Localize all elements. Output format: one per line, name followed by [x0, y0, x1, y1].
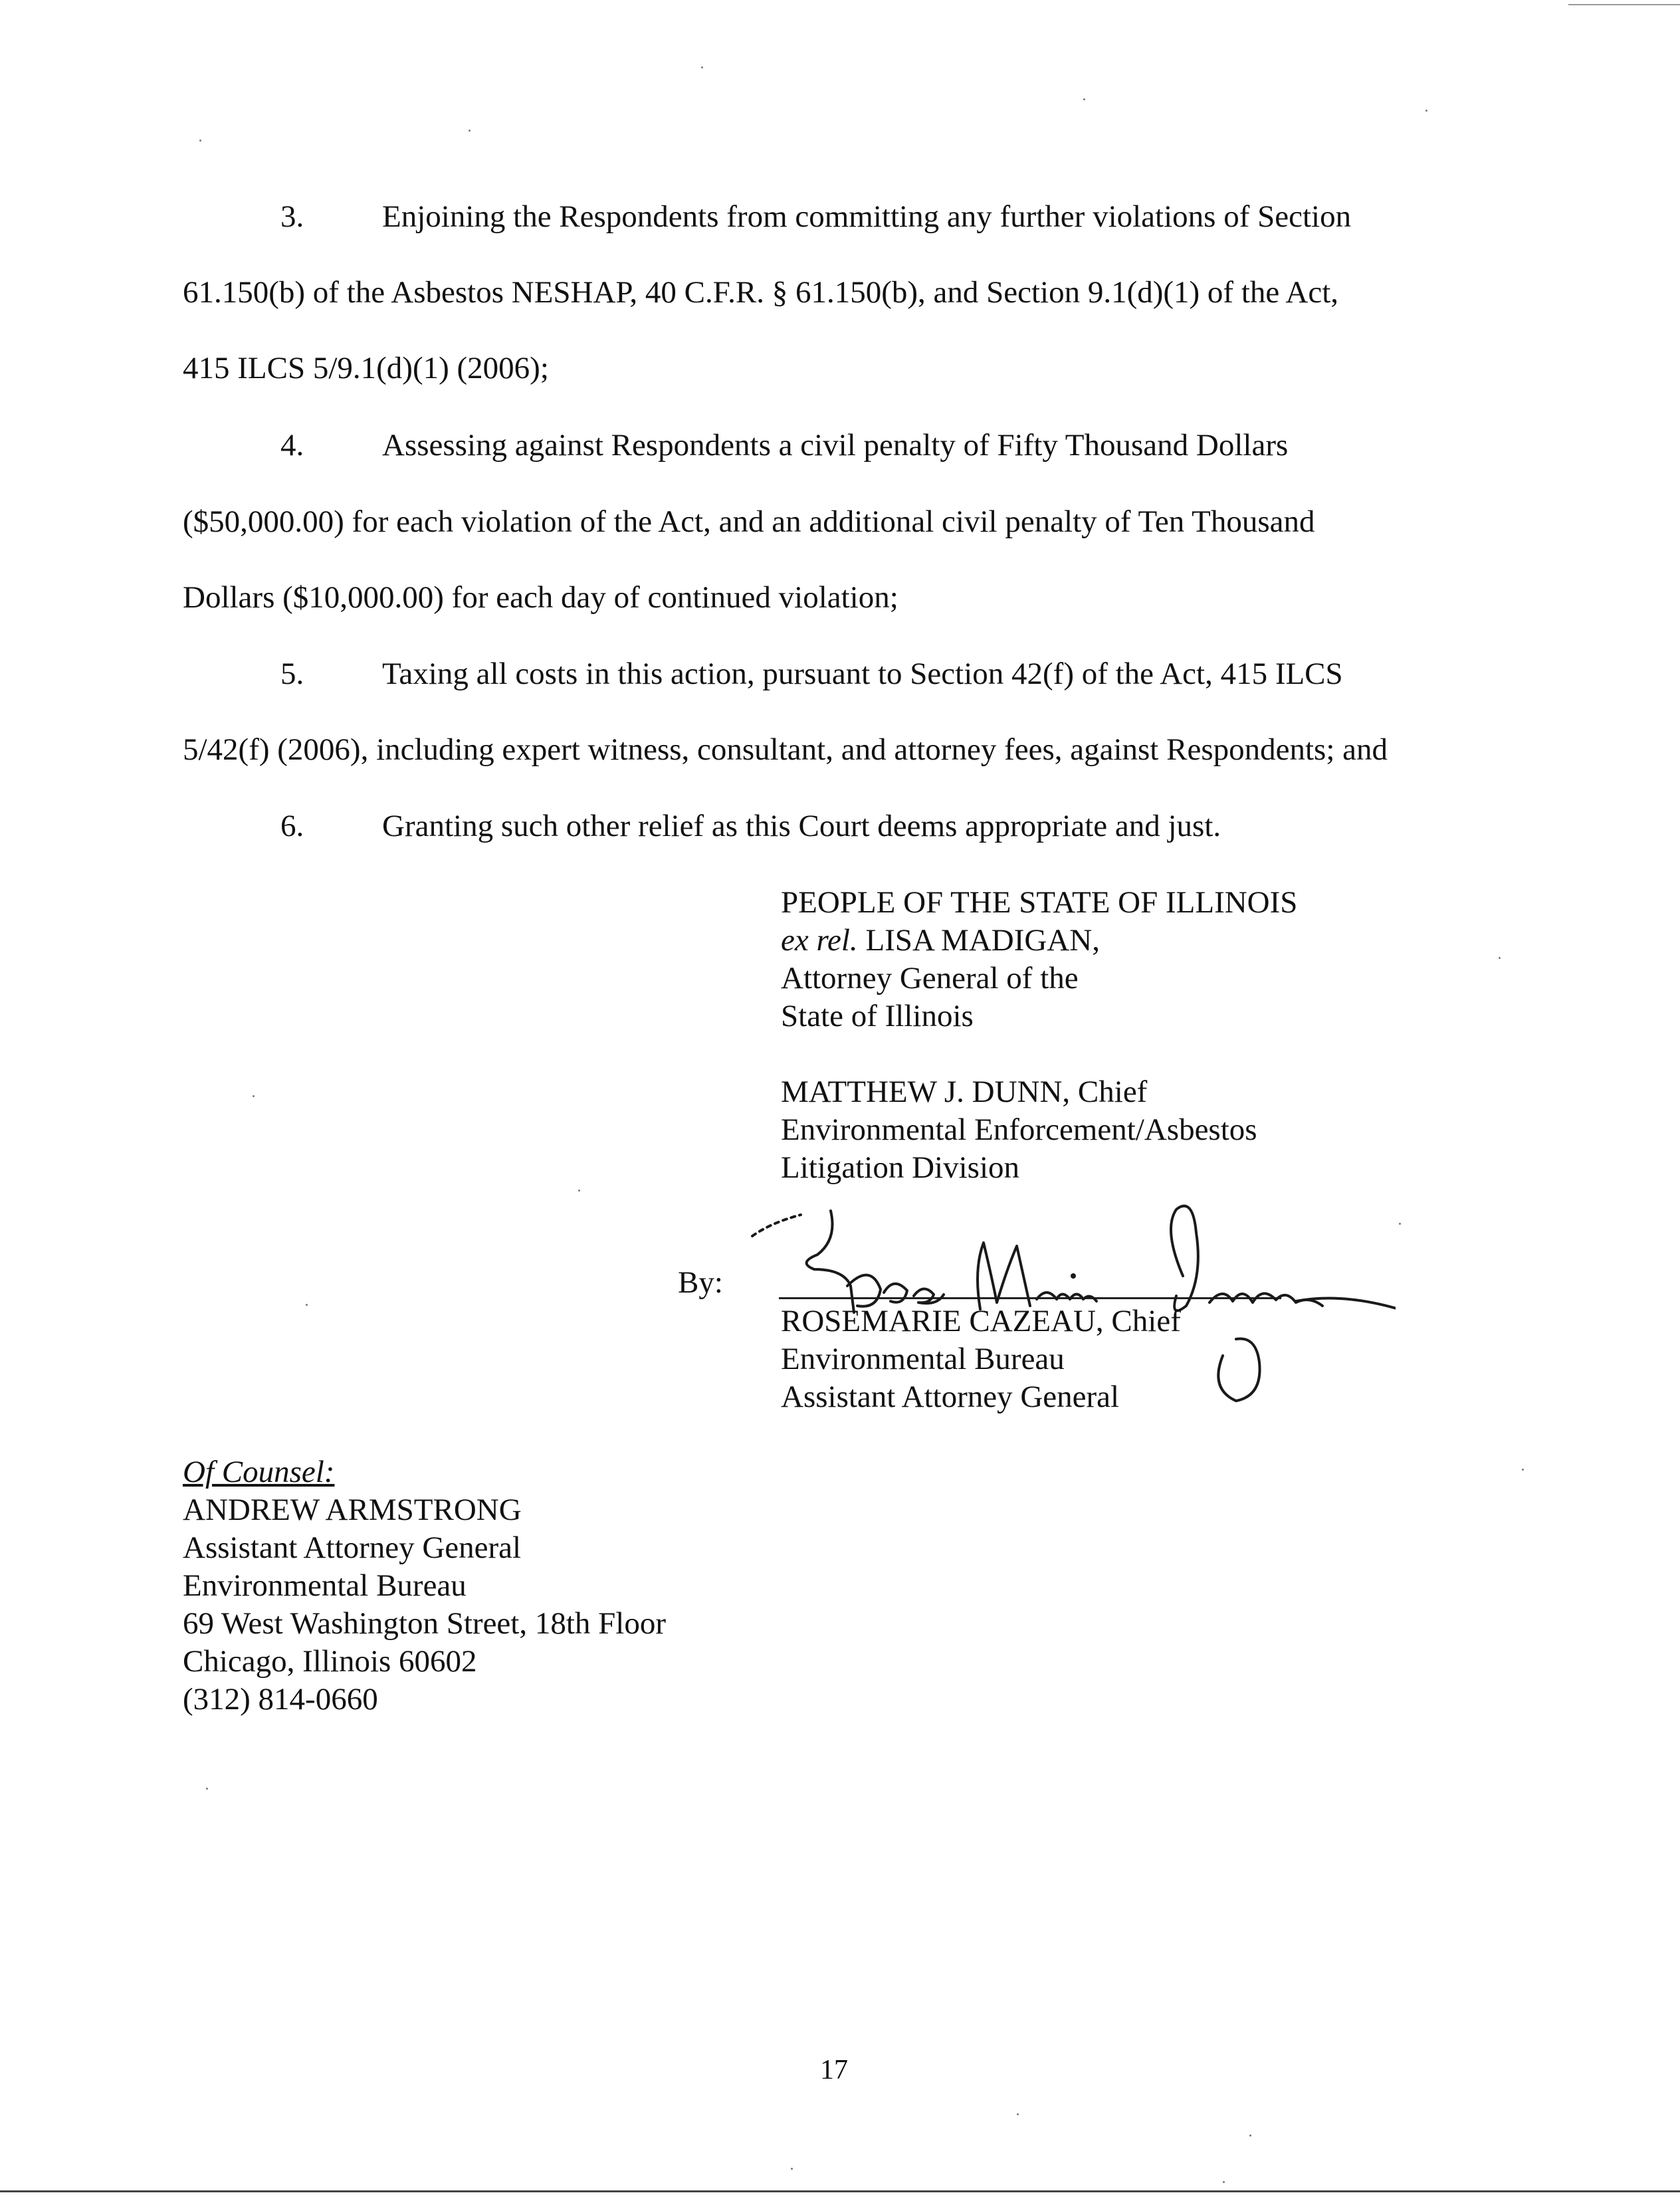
scan-speck: [1083, 98, 1085, 100]
scan-edge-line-bottom: [0, 2190, 1680, 2192]
scan-speck: [578, 1190, 580, 1192]
item-6-number: 6.: [280, 809, 304, 843]
item-5-number: 5.: [280, 657, 304, 691]
plaintiff-block: [781, 884, 1297, 1035]
scan-speck: [1499, 957, 1501, 959]
signer-name: ROSEMARIE CAZEAU, Chief: [781, 1304, 1181, 1338]
scan-speck: [469, 130, 471, 132]
item-3-line-1: Enjoining the Respondents from committing any further violations of Section: [382, 199, 1352, 234]
item-5-line-2: 5/42(f) (2006), including expert witness, consultant, and attorney fees, against Respondents; and: [183, 732, 1388, 767]
scan-speck: [1425, 110, 1427, 112]
item-3-number: 3.: [280, 199, 304, 234]
counsel-line-1: ANDREW ARMSTRONG: [183, 1493, 522, 1527]
item-3-line-3: 415 ILCS 5/9.1(d)(1) (2006);: [183, 351, 549, 385]
counsel-line-6: (312) 814-0660: [183, 1682, 378, 1717]
scan-speck: [1399, 1223, 1401, 1225]
counsel-line-4: 69 West Washington Street, 18th Floor: [183, 1606, 667, 1641]
of-counsel-heading: Of Counsel:: [183, 1455, 335, 1489]
scan-speck: [1017, 2113, 1019, 2115]
counsel-line-3: Environmental Bureau: [183, 1568, 467, 1603]
scan-speck: [253, 1095, 255, 1097]
plaintiff-line-3: Attorney General of the: [781, 961, 1079, 995]
attorney-general-name: LISA MADIGAN,: [857, 923, 1100, 958]
scan-speck: [199, 140, 201, 142]
scan-edge-line-top: [1568, 4, 1680, 5]
signer-line-3: Assistant Attorney General: [781, 1380, 1120, 1414]
item-4-number: 4.: [280, 428, 304, 463]
counsel-line-2: Assistant Attorney General: [183, 1530, 522, 1565]
signer-block: [781, 1303, 1181, 1416]
chief-line-2: Environmental Enforcement/Asbestos: [781, 1112, 1257, 1147]
scan-speck: [1223, 2181, 1225, 2183]
item-6-line-1: Granting such other relief as this Court deems appropriate and just.: [382, 809, 1221, 843]
item-5-line-1: Taxing all costs in this action, pursuant to Section 42(f) of the Act, 415 ILCS: [382, 657, 1343, 691]
scan-speck: [206, 1788, 208, 1790]
scan-speck: [791, 2168, 793, 2170]
page-number: 17: [820, 2055, 848, 2085]
counsel-line-5: Chicago, Illinois 60602: [183, 1644, 477, 1679]
chief-line-1: MATTHEW J. DUNN, Chief: [781, 1075, 1148, 1109]
chief-line-3: Litigation Division: [781, 1150, 1020, 1185]
item-3-line-2: 61.150(b) of the Asbestos NESHAP, 40 C.F.R. § 61.150(b), and Section 9.1(d)(1) of the Act,: [183, 275, 1339, 310]
scan-speck: [701, 66, 703, 68]
item-4-line-2: ($50,000.00) for each violation of the Act, and an additional civil penalty of Ten Thousand: [183, 504, 1315, 539]
plaintiff-line-2: [781, 922, 1297, 960]
plaintiff-line-1: PEOPLE OF THE STATE OF ILLINOIS: [781, 885, 1298, 920]
scan-speck: [306, 1304, 308, 1306]
item-4-line-3: Dollars ($10,000.00) for each day of continued violation;: [183, 580, 898, 615]
plaintiff-line-4: State of Illinois: [781, 999, 974, 1033]
signer-line-2: Environmental Bureau: [781, 1342, 1065, 1376]
item-4-line-1: Assessing against Respondents a civil penalty of Fifty Thousand Dollars: [382, 428, 1289, 463]
ex-rel-label: ex rel.: [781, 923, 858, 958]
scan-speck: [1522, 1469, 1524, 1471]
of-counsel-block: [183, 1453, 666, 1719]
by-label: By:: [678, 1265, 723, 1300]
scan-speck: [1249, 2135, 1251, 2137]
